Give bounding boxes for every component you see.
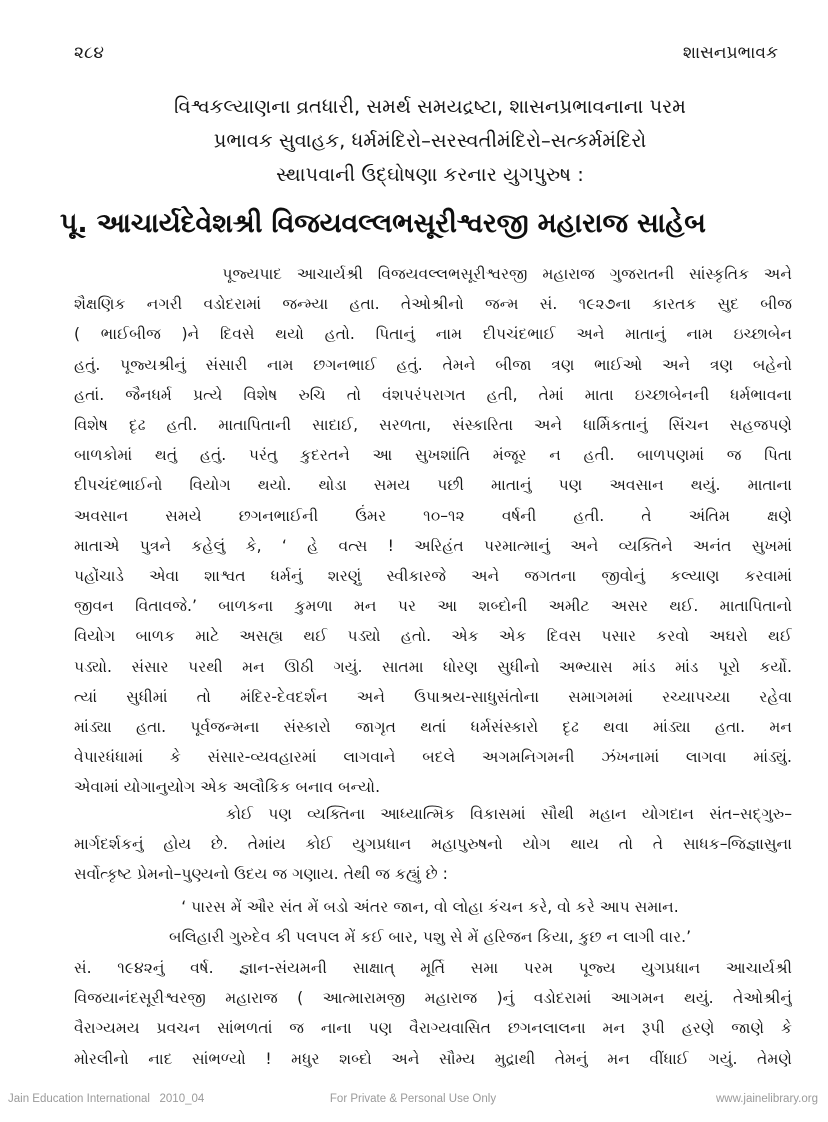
text-line: વિયોગ બાળક માટે અસહ્ય થઈ પડ્યો હતો. એક એક દિવસ પસાર કરવો અઘરો થઈ [74, 627, 792, 646]
text-line: કોઈ પણ વ્યક્તિના આધ્યાત્મિક વિકાસમાં સૌથી મહાન યોગદાન સંત–સદ્‌ગુરુ– [74, 805, 792, 823]
footer-usage-link[interactable]: For Private & Personal Use Only [329, 1093, 497, 1105]
subtitle-line: સ્થાપવાની ઉદ્‌ઘોષણા કરનાર યુગપુરુષ : [276, 163, 584, 186]
text-line: ( ભાઈબીજ )ને દિવસે થયો હતો. પિતાનું નામ દીપચંદભાઈ અને માતાનું નામ ઇચ્છાબેન [74, 325, 792, 344]
subtitle-block [60, 90, 800, 192]
page-number: ૨૮૪ [74, 43, 104, 63]
text-line: માતાએ પુત્રને કહેલું કે, ‘ હે વત્સ ! અરિહંત પરમાત્માનું અને વ્યક્તિને અનંત સુખમાં [74, 536, 792, 555]
subtitle-line: વિશ્વકલ્યાણના વ્રતધારી, સમર્થ સમયદ્રષ્ટા, શાસનપ્રભાવનાના પરમ [174, 95, 686, 118]
page-footer [8, 1089, 818, 1109]
page-title: પૂ. આચાર્યદેવેશશ્રી વિજયવલ્લભસૂરીશ્વરજી મહારાજ સાહેબ [60, 208, 706, 239]
subtitle-line: પ્રભાવક સુવાહક, ધર્મમંદિરો–સરસ્વતીમંદિરો–સત્કર્મમંદિરો [213, 129, 647, 152]
text-line: પહોંચાડે એવા શાશ્વત ધર્મનું શરણું સ્વીકારજે અને જગતના જીવોનું કલ્યાણ કરવામાં [74, 567, 792, 586]
text-line: દીપચંદભાઈનો વિયોગ થયો. થોડા સમય પછી માતાનું પણ અવસાન થયું. માતાના [74, 476, 792, 495]
text-line: એવામાં યોગાનુયોગ એક અલૌકિક બનાવ બન્યો. [74, 778, 381, 797]
text-line: માર્ગદર્શકનું હોય છે. તેમાંય કોઈ યુગપ્રધાન મહાપુરુષનો યોગ થાય તો તે સાધક–જિજ્ઞાસુના [74, 835, 792, 854]
quote-line: ‘ પારસ મેં ઔર સંત મેં બડો અંતર જાન, વો લોહા કંચન કરે, વો કરે આપ સમાન. [181, 898, 679, 916]
text-line: વિશેષ દૃઢ હતી. માતાપિતાની સાદાઈ, સરળતા, સંસ્કારિતા અને ધાર્મિકતાનું સિંચન સહજપણે [74, 416, 792, 435]
text-line: બાળકોમાં થતું હતું. પરંતુ કુદરતને આ સુખશાંતિ મંજૂર ન હતી. બાળપણમાં જ પિતા [74, 446, 792, 465]
running-title: શાસનપ્રભાવક [682, 43, 778, 63]
text-line: પડ્યો. સંસાર પરથી મન ઊઠી ગયું. સાતમા ધોરણ સુધીનો અભ્યાસ માંડ માંડ પૂરો કર્યો. [74, 657, 792, 676]
text-line: વિજયાનંદસૂરીશ્વરજી મહારાજ ( આત્મારામજી મહારાજ )નું વડોદરામાં આગમન થયું. તેઓશ્રીનું [74, 989, 792, 1008]
text-line: હતાં. જૈનધર્મ પ્રત્યે વિશેષ રુચિ તો વંશપરંપરાગત હતી, તેમાં માતા ઇચ્છાબેનની ધર્મભાવના [74, 385, 792, 404]
quote-line: બલિહારી ગુરુદેવ કી પલપલ મેં કઈ બાર, પશુ સે મેં હરિજન કિયા, કુછ ન લાગી વાર.’ [168, 928, 692, 947]
text-line: સં. ૧૯૪૨નું વર્ષ. જ્ઞાન-સંયમની સાક્ષાત્‌ મૂર્તિ સમા પરમ પૂજ્ય યુગપ્રધાન આચાર્યશ્રી [74, 959, 792, 977]
text-line: માંડ્યા હતા. પૂર્વજન્મના સંસ્કારો જાગૃત થતાં ધર્મસંસ્કારો દૃઢ થવા માંડ્યા હતા. મન [74, 718, 792, 737]
text-line: મોરલીનો નાદ સાંભળ્યો ! મધુર શબ્દો અને સૌમ્ય મુદ્રાથી તેમનું મન વીંધાઈ ગયું. તેમણે [74, 1049, 792, 1068]
text-line: વેપારધંધામાં કે સંસાર-વ્યવહારમાં લાગવાને બદલે અગમનિગમની ઝંખનામાં લાગવા માંડ્યું. [74, 748, 792, 767]
running-header [74, 40, 778, 66]
footer-publisher: Jain Education International 2010_04 [8, 1093, 205, 1105]
text-line: પૂજ્યપાદ આચાર્યશ્રી વિજયવલ્લભસૂરીશ્વરજી મહારાજ ગુજરાતની સાંસ્કૃતિક અને [74, 265, 792, 283]
couplet-quote [60, 892, 800, 952]
text-line: હતું. પૂજ્યશ્રીનું સંસારી નામ છગનભાઈ હતું. તેમને બીજા ત્રણ ભાઈઓ અને ત્રણ બહેનો [74, 355, 792, 374]
text-line: જીવન વિતાવજે.’ બાળકના કુમળા મન પર આ શબ્દોની અમીટ અસર થઈ. માતાપિતાનો [74, 597, 792, 616]
text-line: શૈક્ષણિક નગરી વડોદરામાં જન્મ્યા હતા. તેઓશ્રીનો જન્મ સં. ૧૯૨૭ના કારતક સુદ બીજ [74, 295, 792, 314]
paragraph-2 [74, 799, 792, 890]
text-line: ત્યાં સુધીમાં તો મંદિર-દેવદર્શન અને ઉપાશ્રય-સાધુસંતોના સમાગમમાં રચ્યાપચ્યા રહેવા [74, 687, 792, 706]
footer-website-link[interactable]: www.jainelibrary.org [715, 1093, 818, 1105]
paragraph-3 [74, 953, 792, 1074]
paragraph-1 [74, 259, 792, 803]
text-line: અવસાન સમયે છગનભાઈની ઉંમર ૧૦–૧૨ વર્ષની હતી. તે અંતિમ ક્ષણે [74, 506, 792, 525]
text-line: સર્વોત્કૃષ્ટ પ્રેમનો–પુણ્યનો ઉદય જ ગણાય. તેથી જ કહ્યું છે : [74, 865, 448, 884]
text-line: વૈરાગ્યમય પ્રવચન સાંભળતાં જ નાના પણ વૈરાગ્યવાસિત છગનલાલના મન રૂપી હરણે જાણે કે [74, 1019, 792, 1038]
